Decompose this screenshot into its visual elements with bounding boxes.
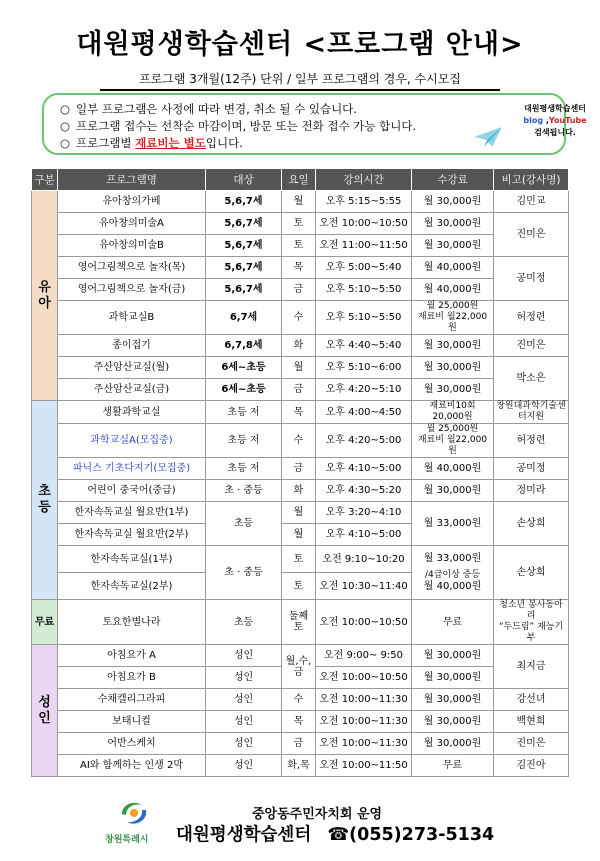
- table-row: 파닉스 기초다지기(모집중) 초등 저 금 오후 4:10~5:00 월 40,000원 공미정: [32, 458, 569, 480]
- bullet-icon: ○: [60, 136, 71, 150]
- table-header-row: [32, 169, 569, 191]
- table-row: 종이접기 6,7,8세 화 오후 4:40~5:40 월 30,000원 진미은: [32, 335, 569, 357]
- table-row: 유아창의미술B 5,6,7세 토 오전 11:00~11:50 월 30,000원: [32, 235, 569, 257]
- table-row: AI와 함께하는 인생 2막 성인 화,목 오전 10:00~11:50 무료 김진아: [32, 755, 569, 777]
- notice-line-2: ○ 프로그램 접수는 선착순 마감이며, 방문 또는 전화 접수 가능 합니다.: [60, 119, 417, 133]
- page-subtitle: 프로그램 3개월(12주) 단위 / 일부 프로그램의 경우, 수시모집: [100, 70, 500, 91]
- table-row: 어반스케치 성인 금 오전 10:00~11:30 월 30,000원 진미은: [32, 733, 569, 755]
- table-row: 과학교실B 6,7세 수 오후 5:10~5:50 월 25,000원 재료비 월22,000원 허정련: [32, 301, 569, 335]
- changwon-logo-icon: [116, 798, 152, 828]
- header-time: 강의시간: [316, 169, 412, 191]
- table-row: 한자속독교실 월요반(2부) 월 오후 4:10~5:00: [32, 524, 569, 546]
- bullet-icon: ○: [60, 102, 71, 116]
- header-fee: 수강료: [412, 169, 494, 191]
- group-chodeung: 초 등: [32, 401, 58, 600]
- blog-link[interactable]: blog: [523, 116, 544, 125]
- table-row: 주산암산교실(월) 6세~초등 월 오후 5:10~6:00 월 30,000원 박소은: [32, 357, 569, 379]
- paper-plane-icon: [474, 127, 502, 147]
- footer-center-name: 대원평생학습센터: [176, 825, 312, 845]
- table-row: 성 인 아침요가 A 성인 월,수,금 오전 9:00~ 9:50 월 30,000원 최지금: [32, 645, 569, 667]
- notice-box: [42, 93, 587, 155]
- bullet-icon: ○: [60, 119, 71, 133]
- header-target: 대상: [206, 169, 282, 191]
- table-row: 무료 토요한별나라 초등 둘째 토 오전 10:00~10:50 무료 청소년 봉사동아리 “두드림” 재능기부: [32, 600, 569, 645]
- header-category: 구분: [32, 169, 58, 191]
- table-row: 영어그림책으로 놀자(금) 5,6,7세 금 오후 5:10~5:50 월 40,000원: [32, 279, 569, 301]
- search-guide: 대원평생학습센터 blog ,YouTube 검색됩니다.: [523, 104, 587, 137]
- table-row: 영어그림책으로 놀자(목) 5,6,7세 목 오후 5:00~5:40 월 40,000원 공미정: [32, 257, 569, 279]
- table-row: 한자속독교실(1부) 초 · 중등 토 오전 9:10~10:20 월 33,000원 /4급이상 중등 월 40,000원 손상희: [32, 546, 569, 573]
- notice-line-1: ○ 일부 프로그램은 사정에 따라 변경, 취소 될 수 있습니다.: [60, 102, 357, 116]
- header-day: 요일: [282, 169, 316, 191]
- table-row: 보태니컬 성인 목 오전 10:00~11:30 월 30,000원 백현희: [32, 711, 569, 733]
- footer-phone[interactable]: ☎(055)273-5134: [327, 825, 495, 845]
- footer-contact: [176, 821, 494, 846]
- youtube-link[interactable]: YouTube: [548, 116, 587, 125]
- table-row: 유 아 유아창의가베 5,6,7세 월 오후 5:15~5:55 월 30,000원 김민교: [32, 191, 569, 213]
- city-name: 창원특례시: [105, 835, 149, 845]
- table-row: 어린이 중국어(중급) 초 · 중등 화 오후 4:30~5:20 월 30,000원 정미라: [32, 480, 569, 502]
- header-note: 비고(강사명): [494, 169, 569, 191]
- footer-organizer: 중앙동주민자치회 운영: [252, 807, 383, 822]
- group-yua: 유 아: [32, 191, 58, 401]
- table-row: 아침요가 B 성인 오전 10:00~10:50 월 30,000원: [32, 667, 569, 689]
- table-row: 주산암산교실(금) 6세~초등 금 오후 4:20~5:10 월 30,000원: [32, 379, 569, 401]
- table-row: 초 등 생활과학교실 초등 저 목 오후 4:00~4:50 재료비10회 20,000원 창원대과학기술센터지원: [32, 401, 569, 424]
- table-row: 과학교실A(모집중) 초등 저 수 오후 4:20~5:00 월 25,000원 재료비 월22,000원 허정련: [32, 424, 569, 458]
- page-title: 대원평생학습센터 <프로그램 안내>: [76, 29, 524, 60]
- header-program: 프로그램명: [58, 169, 206, 191]
- table-row: 한자속독교실 월요반(1부) 초등 월 오후 3:20~4:10 월 33,000원 손상희: [32, 502, 569, 524]
- table-row: 수채캘리그라피 성인 수 오전 10:00~11:30 월 30,000원 강선녀: [32, 689, 569, 711]
- material-fee-highlight: 재료비는 별도: [135, 136, 206, 150]
- program-table: [31, 168, 569, 777]
- table-row: 한자속독교실(2부) 토 오전 10:30~11:40: [32, 573, 569, 600]
- notice-line-3: ○ 프로그램별 재료비는 별도입니다.: [60, 136, 243, 150]
- group-muryo: 무료: [32, 600, 58, 645]
- table-row: 유아창의미술A 5,6,7세 토 오전 10:00~10:50 월 30,000원 진미은: [32, 213, 569, 235]
- group-seongin: 성 인: [32, 645, 58, 777]
